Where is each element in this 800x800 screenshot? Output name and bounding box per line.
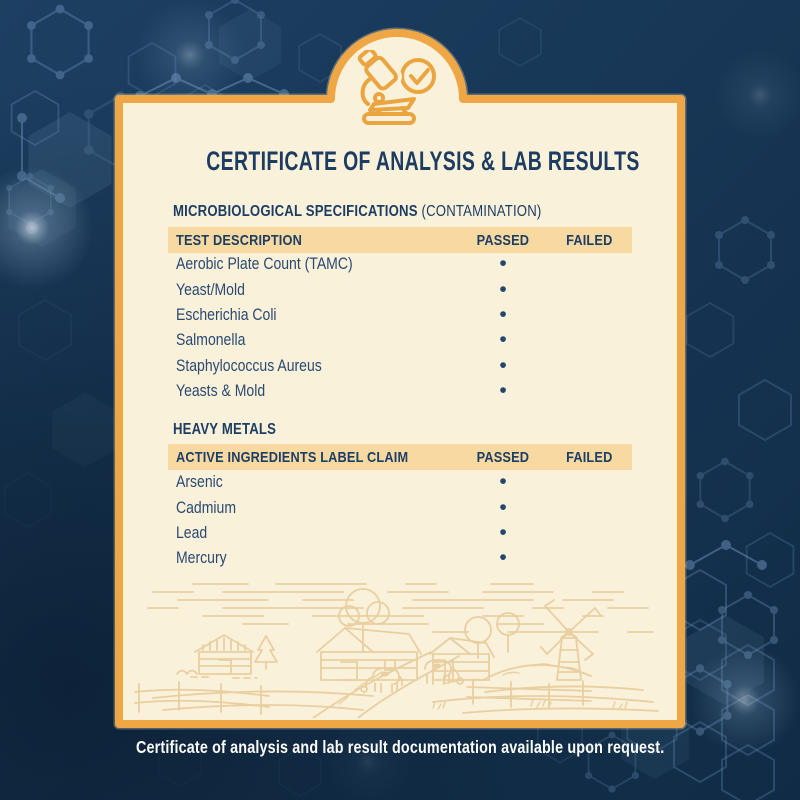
table-body-heavy-metals — [168, 470, 632, 572]
passed-dot: • — [499, 495, 507, 519]
table-row — [168, 328, 632, 353]
test-name-cell: Lead — [176, 523, 208, 542]
passed-dot: • — [499, 470, 507, 494]
passed-dot: • — [499, 252, 507, 276]
table-row — [168, 354, 632, 379]
test-name-cell: Mercury — [176, 549, 227, 568]
passed-cell — [460, 330, 546, 351]
test-name-cell: Escherichia Coli — [176, 305, 277, 324]
microscope-check-icon — [352, 50, 446, 128]
passed-cell — [460, 548, 546, 569]
footer-caption: Certificate of analysis and lab result documentation available upon request. — [135, 737, 665, 757]
table-body-microbiological — [168, 252, 632, 404]
test-name-cell: Salmonella — [176, 331, 246, 350]
passed-cell — [460, 472, 546, 493]
table-header-row-microbiological — [168, 227, 632, 253]
table-row — [168, 303, 632, 328]
certificate-title: CERTIFICATE OF ANALYSIS & LAB RESULTS — [206, 146, 640, 176]
table-row — [168, 379, 632, 404]
passed-cell — [460, 381, 546, 402]
column-header-failed: FAILED — [565, 448, 613, 466]
passed-cell — [460, 277, 546, 301]
farm-illustration — [133, 580, 669, 718]
passed-dot: • — [499, 520, 507, 544]
passed-dot: • — [499, 353, 507, 377]
passed-cell — [460, 495, 546, 519]
column-header-failed: FAILED — [565, 231, 613, 249]
passed-cell — [460, 254, 546, 275]
column-header-passed: PASSED — [476, 448, 530, 466]
section-heading-microbiological: MICROBIOLOGICAL SPECIFICATIONS (CONTAMINATION) — [173, 203, 542, 220]
column-header-passed: PASSED — [476, 231, 530, 249]
passed-dot: • — [499, 302, 507, 326]
passed-cell — [460, 302, 546, 326]
test-name-cell: Yeasts & Mold — [176, 382, 266, 401]
table-row — [168, 277, 632, 302]
table-row — [168, 252, 632, 277]
test-name-cell: Aerobic Plate Count (TAMC) — [176, 255, 353, 274]
table-row — [168, 546, 632, 571]
table-row — [168, 470, 632, 495]
test-name-cell: Staphylococcus Aureus — [176, 356, 322, 375]
test-name-cell: Arsenic — [176, 473, 223, 492]
test-name-cell: Yeast/Mold — [176, 280, 245, 299]
table-header-row-heavy-metals — [168, 444, 632, 470]
table-row — [168, 495, 632, 520]
passed-dot: • — [499, 328, 507, 352]
passed-dot: • — [499, 277, 507, 301]
passed-dot: • — [499, 546, 507, 570]
section-heading-heavy-metals: HEAVY METALS — [173, 421, 277, 438]
column-header-description: TEST DESCRIPTION — [176, 231, 302, 249]
test-name-cell: Cadmium — [176, 498, 237, 517]
passed-dot: • — [499, 379, 507, 403]
column-header-description: ACTIVE INGREDIENTS LABEL CLAIM — [176, 448, 409, 466]
passed-cell — [460, 520, 546, 544]
passed-cell — [460, 353, 546, 377]
table-row — [168, 521, 632, 546]
